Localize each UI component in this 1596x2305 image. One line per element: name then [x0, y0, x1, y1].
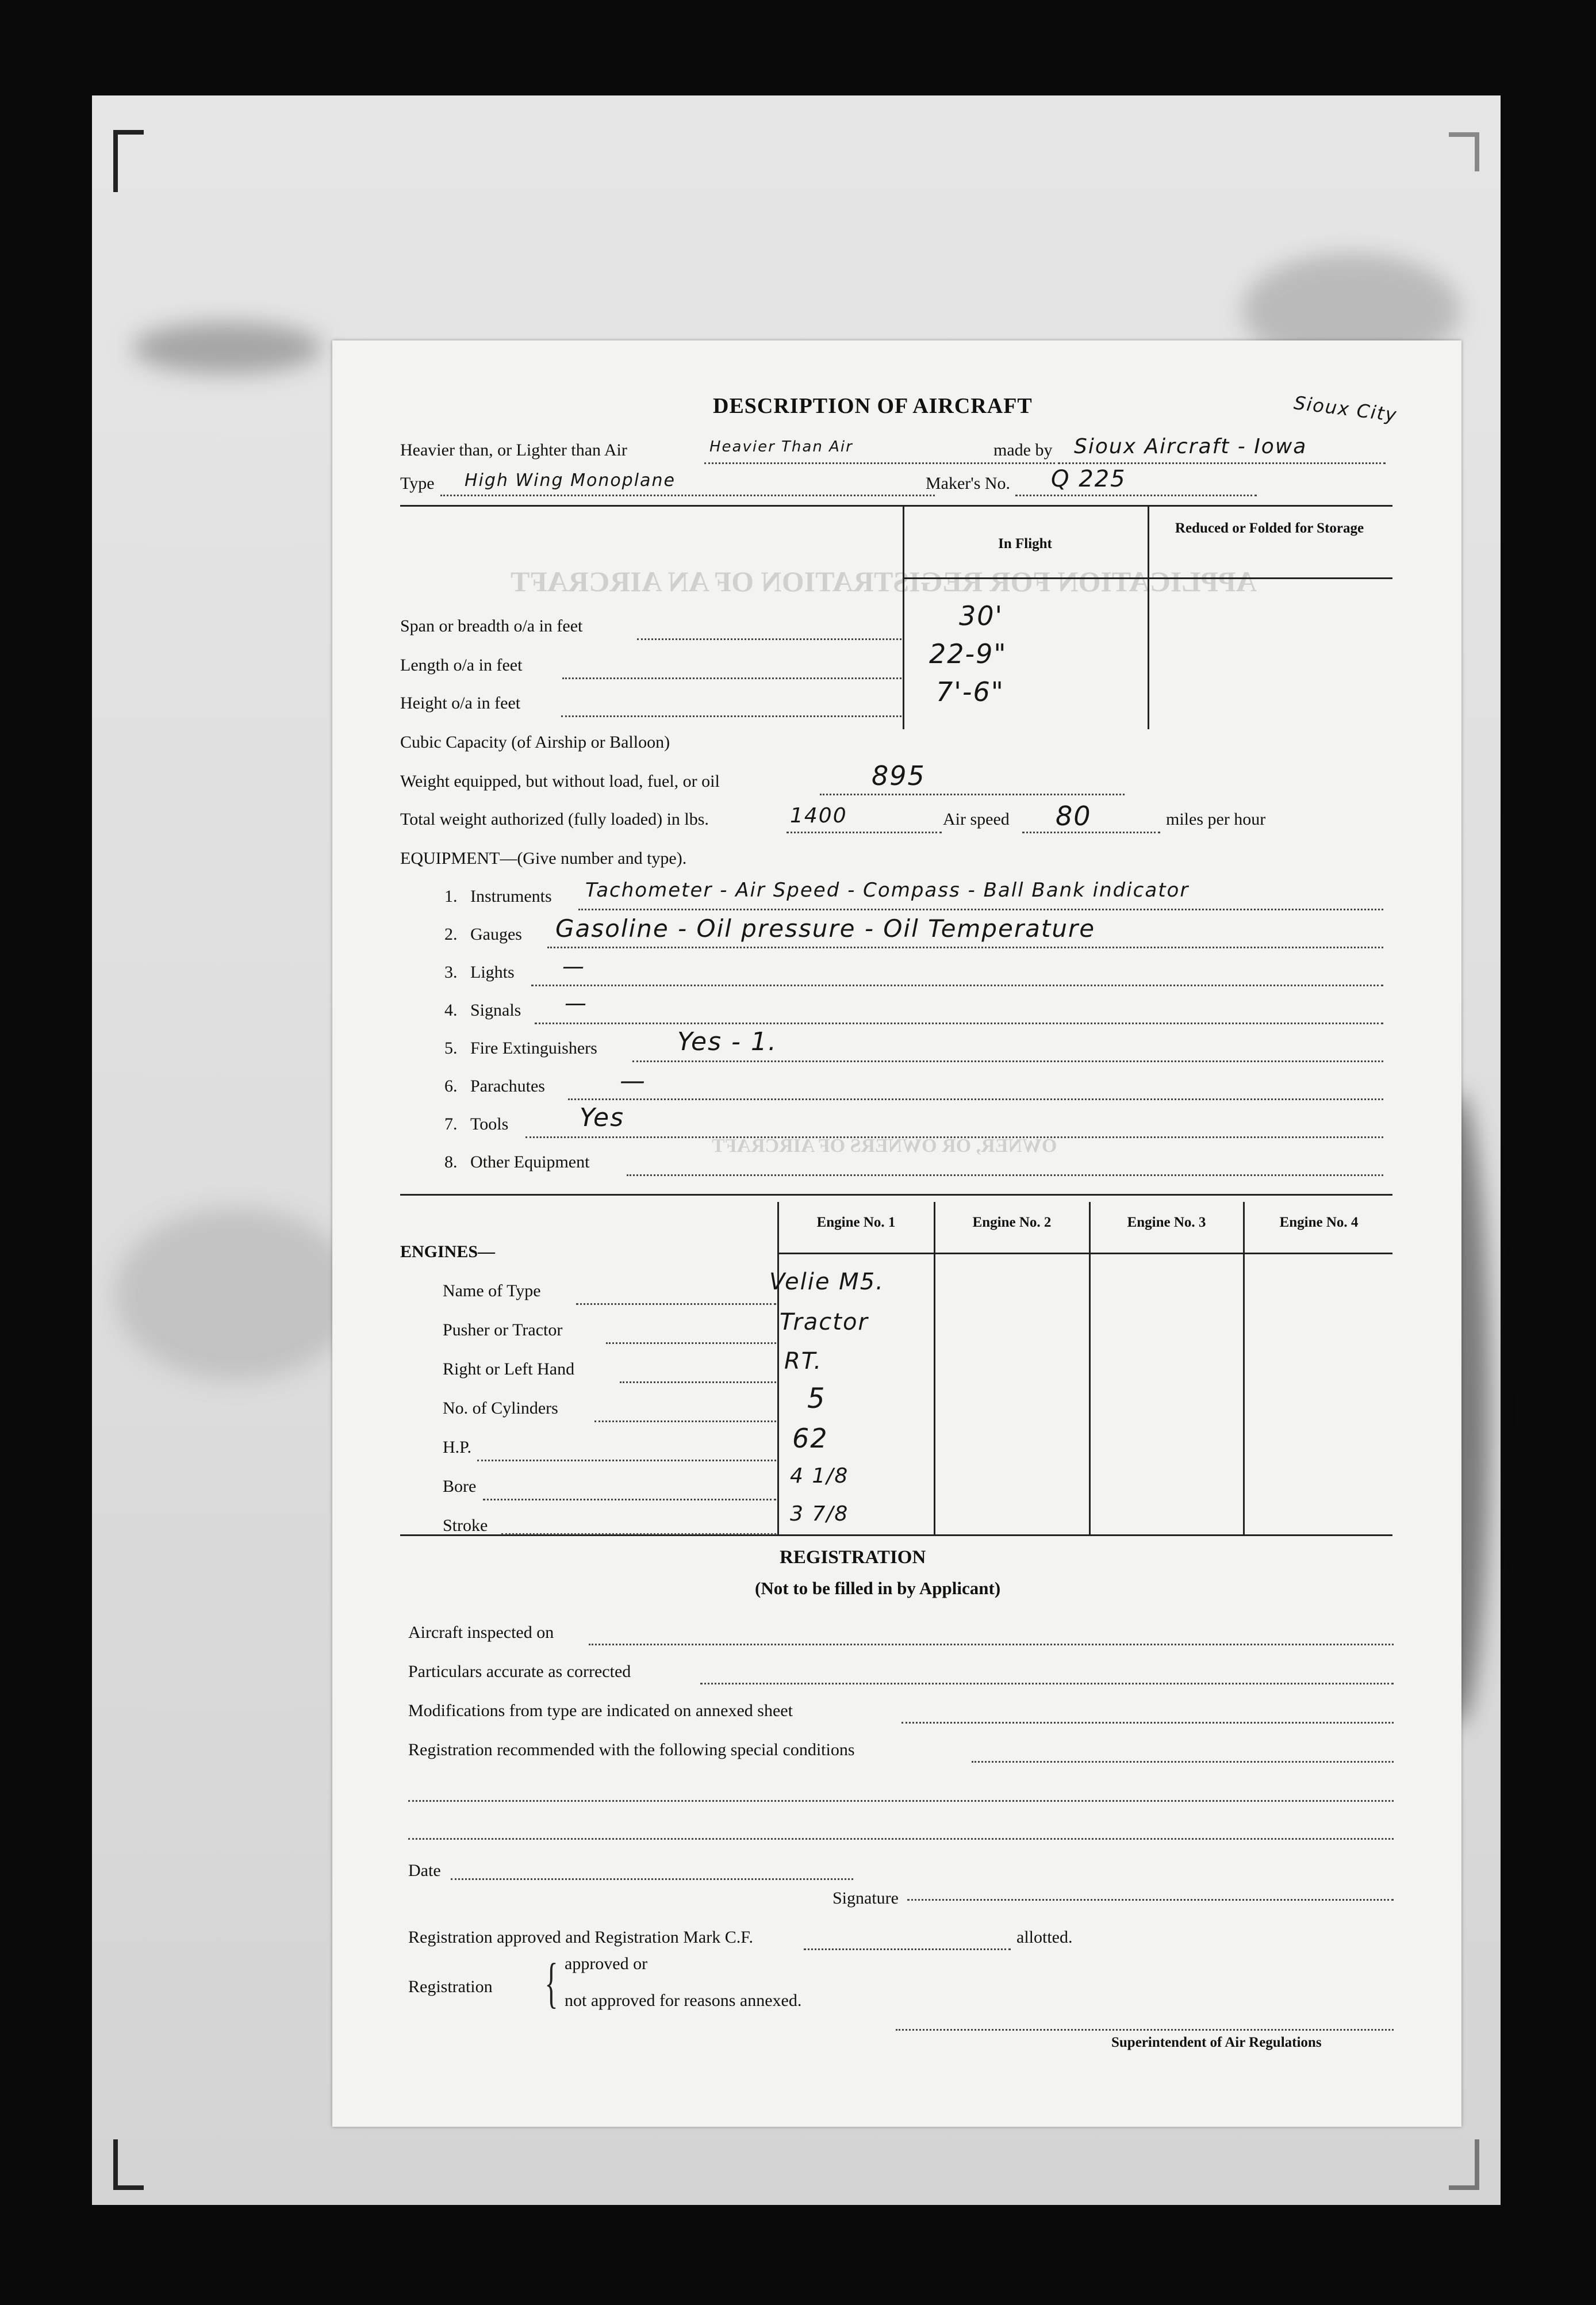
eng-col-div-4	[1243, 1202, 1245, 1534]
type-label: Type	[400, 474, 435, 493]
smudge-top-left	[132, 322, 322, 374]
col-in-flight: In Flight	[998, 536, 1052, 552]
registration-subheading: (Not to be filled in by Applicant)	[755, 1578, 1001, 1598]
engine-col-1: Engine No. 1	[816, 1215, 896, 1230]
eq-7-num: 7.	[444, 1115, 458, 1134]
engine-row-value: 5	[807, 1383, 826, 1415]
eq-6-value: —	[620, 1066, 646, 1096]
span-value: 30'	[959, 600, 1004, 631]
rule-col-header	[903, 577, 1392, 579]
engine-row-value: 3 7/8	[790, 1502, 849, 1526]
eq-5-label: Fire Extinguishers	[470, 1039, 597, 1058]
not-approved-option: not approved for reasons annexed.	[565, 1991, 802, 2010]
eq-1-num: 1.	[444, 887, 458, 906]
eq-6-line	[568, 1098, 1383, 1100]
signature-label: Signature	[832, 1889, 899, 1908]
engine-row-label: No. of Cylinders	[443, 1399, 558, 1418]
rule-engines-header	[777, 1253, 1392, 1254]
eq-8-label: Other Equipment	[470, 1152, 590, 1171]
eq-3-value: —	[562, 954, 585, 979]
allotted-label: allotted.	[1016, 1928, 1073, 1947]
eq-6-num: 6.	[444, 1077, 458, 1096]
engine-row-line	[477, 1460, 776, 1461]
makers-no-value: Q 225	[1051, 466, 1126, 492]
makers-no-label: Maker's No.	[926, 474, 1011, 493]
margin-note: Sioux City	[1292, 392, 1399, 426]
eng-col-div-1	[777, 1202, 779, 1534]
eq-4-num: 4.	[444, 1001, 458, 1020]
eng-col-div-3	[1089, 1202, 1091, 1534]
length-line	[562, 677, 901, 679]
total-weight-line	[787, 832, 942, 833]
eq-4-label: Signals	[470, 1001, 521, 1020]
eq-3-line	[531, 985, 1383, 986]
span-label: Span or breadth o/a in feet	[400, 617, 583, 635]
approved-line-label: Registration approved and Registration Mark C.F.	[408, 1928, 753, 1947]
rule-engines-top	[400, 1194, 1392, 1196]
eq-7-line	[525, 1136, 1383, 1138]
signature-line	[907, 1899, 1394, 1901]
engine-row-label: Stroke	[443, 1516, 488, 1535]
span-line	[637, 638, 901, 640]
engine-col-2: Engine No. 2	[972, 1215, 1052, 1230]
eq-7-label: Tools	[470, 1115, 509, 1134]
air-speed-label: Air speed	[943, 810, 1010, 829]
superintendent-line	[896, 2029, 1394, 2031]
engine-row-value: 4 1/8	[790, 1464, 849, 1488]
reg-line	[589, 1644, 1394, 1645]
height-value: 7'-6"	[936, 676, 1004, 707]
eng-col-div-2	[934, 1202, 935, 1534]
weight-equipped-line	[820, 794, 1125, 795]
engine-row-line	[606, 1342, 776, 1344]
reg-line-label: Aircraft inspected on	[408, 1623, 554, 1642]
eq-2-value: Gasoline - Oil pressure - Oil Temperature	[555, 914, 1096, 943]
rule-top	[400, 505, 1392, 507]
engine-row-value: Velie M5.	[769, 1269, 884, 1295]
reg-blank-line-1	[408, 1800, 1394, 1802]
engine-row-label: H.P.	[443, 1438, 472, 1457]
heavier-lighter-line	[704, 462, 1055, 464]
eq-1-value: Tachometer - Air Speed - Compass - Ball Bank indicator	[585, 879, 1190, 902]
engine-row-line	[483, 1499, 776, 1500]
engine-row-value: 62	[792, 1423, 828, 1454]
col-reduced: Reduced or Folded for Storage	[1175, 520, 1364, 536]
show-through-owner: OWNER, OR OWNERS OF AIRCRAFT	[712, 1135, 1057, 1157]
engine-row-line	[501, 1533, 776, 1535]
eq-1-line	[578, 909, 1383, 910]
eq-5-value: Yes - 1.	[677, 1027, 777, 1056]
page-title: DESCRIPTION OF AIRCRAFT	[713, 394, 1033, 418]
cubic-capacity-label: Cubic Capacity (of Airship or Balloon)	[400, 733, 670, 752]
corner-mark-top-left	[113, 130, 144, 192]
eq-7-value: Yes	[580, 1103, 625, 1132]
eq-8-num: 8.	[444, 1152, 458, 1171]
registration-label: Registration	[408, 1977, 493, 1996]
date-line	[451, 1878, 853, 1880]
weight-equipped-label: Weight equipped, but without load, fuel, or oil	[400, 772, 720, 791]
eq-2-num: 2.	[444, 925, 458, 944]
engine-row-value: Tractor	[780, 1309, 869, 1335]
corner-mark-bottom-left	[113, 2139, 144, 2190]
reg-line	[901, 1722, 1394, 1724]
total-weight-label: Total weight authorized (fully loaded) in lbs.	[400, 810, 709, 829]
eq-2-line	[547, 947, 1383, 948]
eq-8-line	[627, 1174, 1383, 1176]
reg-line-label: Particulars accurate as corrected	[408, 1662, 631, 1681]
engine-row-label: Right or Left Hand	[443, 1360, 575, 1379]
col-divider-2	[1148, 505, 1149, 729]
made-by-value: Sioux Aircraft - Iowa	[1074, 435, 1307, 458]
engine-row-line	[594, 1420, 776, 1422]
heavier-lighter-label: Heavier than, or Lighter than Air	[400, 441, 627, 460]
eq-1-label: Instruments	[470, 887, 552, 906]
total-weight-value: 1400	[790, 804, 847, 828]
corner-mark-bottom-right	[1449, 2139, 1479, 2190]
engine-row-line	[576, 1303, 776, 1305]
smudge-left	[115, 1208, 356, 1380]
engine-row-value: RT.	[784, 1348, 823, 1374]
made-by-line	[1058, 462, 1386, 464]
made-by-label: made by	[993, 441, 1053, 460]
corner-mark-top-right	[1449, 132, 1479, 171]
eq-6-label: Parachutes	[470, 1077, 545, 1096]
reg-line	[972, 1761, 1394, 1763]
date-label: Date	[408, 1861, 441, 1880]
registration-heading: REGISTRATION	[780, 1547, 926, 1568]
engine-row-label: Bore	[443, 1477, 477, 1496]
engines-heading: ENGINES—	[400, 1242, 496, 1261]
approved-option: approved or	[565, 1954, 648, 1973]
show-through-title: APPLICATION FOR REGISTRATION OF AN AIRCRAFT	[511, 565, 1257, 598]
engine-row-label: Name of Type	[443, 1281, 541, 1300]
registration-brace: {	[544, 1952, 558, 2013]
reg-line	[700, 1683, 1394, 1684]
type-line	[440, 495, 935, 496]
engine-col-4: Engine No. 4	[1279, 1215, 1359, 1230]
superintendent-label: Superintendent of Air Regulations	[1111, 2035, 1322, 2050]
reg-blank-line-2	[408, 1838, 1394, 1840]
heavier-lighter-value: Heavier Than Air	[709, 438, 853, 455]
aircraft-form	[332, 340, 1461, 2127]
air-speed-value: 80	[1056, 801, 1092, 832]
mark-line	[804, 1948, 1011, 1950]
height-line	[561, 715, 901, 717]
eq-4-value: —	[565, 990, 588, 1016]
eq-3-label: Lights	[470, 963, 515, 982]
engine-row-label: Pusher or Tractor	[443, 1320, 563, 1339]
eq-2-label: Gauges	[470, 925, 522, 944]
eq-4-line	[535, 1023, 1383, 1024]
eq-3-num: 3.	[444, 963, 458, 982]
engine-col-3: Engine No. 3	[1127, 1215, 1206, 1230]
reg-line-label: Registration recommended with the following special conditions	[408, 1740, 855, 1759]
length-value: 22-9"	[929, 638, 1007, 669]
eq-5-line	[632, 1060, 1383, 1062]
weight-equipped-value: 895	[872, 760, 926, 791]
makers-no-line	[1015, 495, 1257, 496]
height-label: Height o/a in feet	[400, 694, 521, 713]
eq-5-num: 5.	[444, 1039, 458, 1058]
length-label: Length o/a in feet	[400, 656, 523, 675]
engine-row-line	[620, 1381, 776, 1383]
air-speed-unit: miles per hour	[1166, 810, 1266, 829]
type-value: High Wing Monoplane	[465, 470, 676, 491]
equipment-heading: EQUIPMENT—(Give number and type).	[400, 849, 687, 868]
reg-line-label: Modifications from type are indicated on annexed sheet	[408, 1701, 793, 1720]
air-speed-line	[1022, 832, 1160, 833]
